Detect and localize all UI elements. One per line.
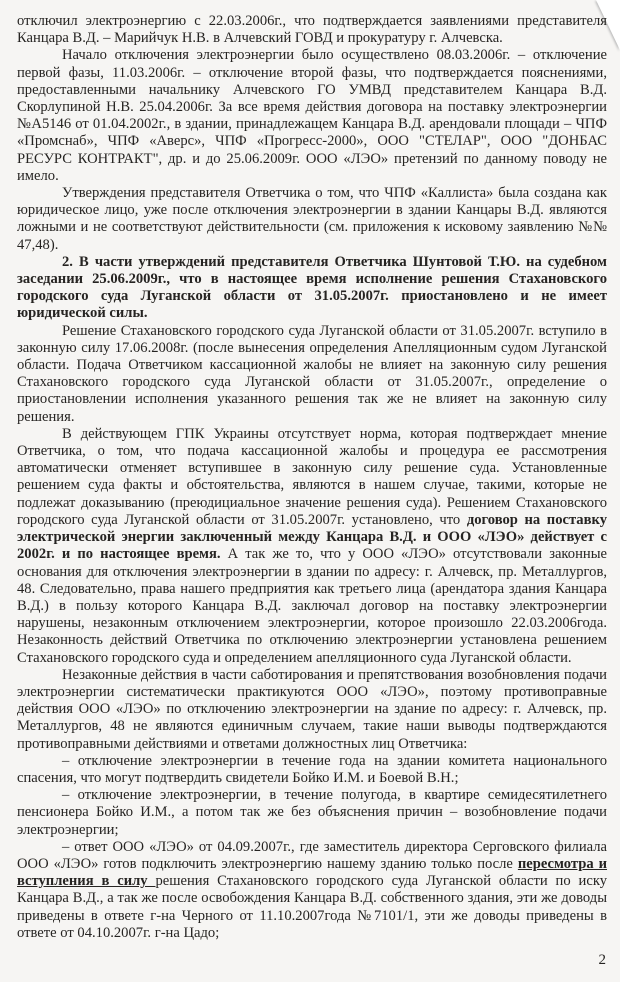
paragraph-7 [17,667,607,753]
list-item-1 [17,753,607,787]
list-item-2-text: – отключение электроэнергии, в течение полугода, в квартире семидесятилетнего пенсионера Бойко И.М., а потом так же без объяснения причин – возобновление подачи электроэнергии; [17,787,607,838]
document-page [17,13,607,942]
page-number: 2 [598,952,606,968]
paragraph-5 [17,323,607,426]
section-2-heading [17,254,607,323]
paragraph-2-text: Начало отключения электроэнергии было осуществлено 08.03.2006г. – отключение первой фазы, 11.03.2006г. – отключение второй фазы, что подтверждается пояснениями, предоставленными начальнику Алчевского ГО УМВД представителем Канцара В.Д. Скорлупиной Н.В. 25.04.2006г. За все время действия договора на поставку электроэнергии №А5146 от 01.04.2002г., в здании, принадлежащем Канцара В.Д. арендовали площади – ЧПФ «Промснаб», ЧПФ «Аверс», ЧПФ «Прогресс-2000», ООО "СТЕЛАР", ООО "ДОНБАС РЕСУРС КОНТРАКТ", др. и до 25.06.2009г. ООО «ЛЭО» претензий по данному поводу не имело. [17,47,607,184]
paragraph-3 [17,185,607,254]
list-item-3-text: – ответ ООО «ЛЭО» от 04.09.2007г., где заместитель директора Серговского филиала ООО «ЛЭО» готов подключить электроэнергию нашему зданию только после [17,838,607,872]
list-item-3 [17,839,607,942]
paragraph-7-text: Незаконные действия в части саботирования и препятствования возобновления подачи электроэнергии систематически практикуются ООО «ЛЭО», поэтому противоправные действия ООО «ЛЭО» по отключению электроэнергии на здание по адресу: г. Алчевск, пр. Металлургов, 48 не являются единичным случаем, такие наши выводы подтверждаются противоправными действиями и ответами должностных лиц Ответчика: [17,666,607,752]
paragraph-6-text: В действующем ГПК Украины отсутствует норма, которая подтверждает мнение Ответчика, о том, что подача кассационной жалобы и процедура ее рассмотрения автоматически отменяет вступившее в законную силу решение суда. Установленные решением суда факты и обстоятельства, являются в нашем случае, такими, которые не подлежат доказыванию (преюдициальное значение решения суда). Решением Стахановского городского суда Луганской области от 31.05.2007г. установлено, что [17,425,607,528]
paragraph-6 [17,426,607,667]
paragraph-6-bold-text: договор на поставку электрической энергии заключенный между Канцара В.Д. и ООО «ЛЭО» действует с 2002г. и по настоящее время. [17,511,607,563]
paragraph-1 [17,13,607,47]
paragraph-3-text: Утверждения представителя Ответчика о том, что ЧПФ «Каллиста» была создана как юридическое лицо, уже после отключения электроэнергии в здании Канцары В.Д. являются ложными и не соответствуют действительности (см. приложения к исковому заявлению №№ 47,48). [17,185,607,253]
paragraph-5-text: Решение Стахановского городского суда Луганской области от 31.05.2007г. вступило в законную силу 17.06.2008г. (после вынесения определения Апелляционным судом Луганской области. Подача Ответчиком кассационной жалобы не влияет на законную силу решения Стахановского городского суда Луганской области от 31.05.2007г., определение о приостановлении исполнения указанного решения так же не влияет на законную силу решения. [17,322,607,425]
section-2-heading-text: 2. В части утверждений представителя Ответчика Шунтовой Т.Ю. на судебном заседании 25.06.2009г., что в настоящее время исполнение решения Стахановского городского суда Луганской области от 31.05.2007г. приостановлено и не имеет юридической силы. [17,253,607,322]
list-item-3-text-continued: решения Стахановского городского суда Луганской области по иску Канцара В.Д., а так же после освобождения Канцара В.Д. собственного здания, эти же доводы приведены в ответе г-на Черного от 11.10.2007года №7101/1, эти же доводы приведены в ответе от 04.10.2007г. г-на Цадо; [17,873,608,941]
paragraph-6-text-continued: А так же то, что у ООО «ЛЭО» отсутствовали законные основания для отключения электроэнергии в здании по адресу: г. Алчевск, пр. Металлургов, 48. Следовательно, права нашего предприятия как третьего лица (арендатора здания Канцара В.Д.) в пользу которого Канцара В.Д. заключал договор на поставку электроэнергии нарушены, незаконным отключением электроэнергии, которое произошло 22.03.2006года. Незаконность действий Ответчика по отключению электроэнергии установлена решением Стахановского городского суда и определением апелляционного суда Луганской области. [17,546,607,666]
list-item-1-text: – отключение электроэнергии в течение года на здании комитета национального спасения, что могут подтвердить свидетели Бойко И.М. и Боевой В.Н.; [17,752,607,786]
list-item-2 [17,787,607,839]
paragraph-1-text: отключил электроэнергию с 22.03.2006г., что подтверждается заявлениями представителя Канцара В.Д. – Марийчук Н.В. в Алчевский ГОВД и прокуратуру г. Алчевска. [17,13,607,47]
paragraph-2 [17,47,607,185]
list-item-3-emphasis: пересмотра и вступления в силу [17,855,608,890]
